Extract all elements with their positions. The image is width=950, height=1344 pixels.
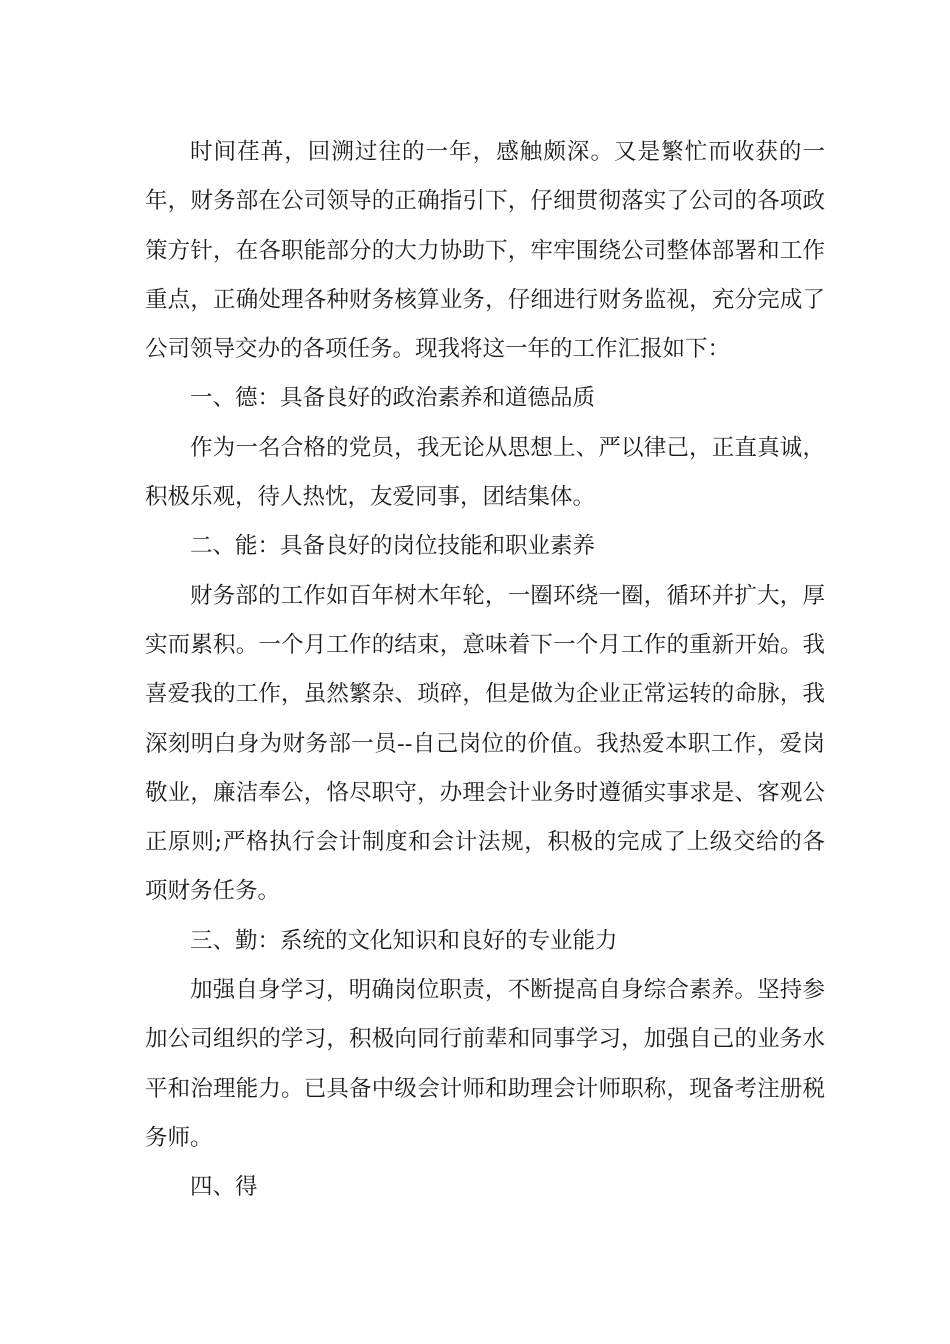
document-body (145, 128, 825, 1213)
neng-paragraph: 财务部的工作如百年树木年轮，一圈环绕一圈，循环并扩大，厚实而累积。一个月工作的结束，意味着下一个月工作的重新开始。我喜爱我的工作，虽然繁杂、琐碎，但是做为企业正常运转的命脉，我深刻明白身为财务部一员--自己岗位的价值。我热爱本职工作，爱岗敬业，廉洁奉公，恪尽职守，办理会计业务时遵循实事求是、客观公正原则;严格执行会计制度和会计法规，积极的完成了上级交给的各项财务任务。 (145, 582, 825, 905)
de-paragraph: 作为一名合格的党员，我无论从思想上、严以律己，正直真诚，积极乐观，待人热忱，友爱同事，团结集体。 (145, 434, 825, 511)
section-heading-de2: 四、得 (190, 1174, 258, 1201)
qin-paragraph: 加强自身学习，明确岗位职责，不断提高自身综合素养。坚持参加公司组织的学习，积极向同行前辈和同事学习，加强自己的业务水平和治理能力。已具备中级会计师和助理会计师职称，现备考注册税务师。 (145, 977, 825, 1151)
section-heading-de: 一、德：具备良好的政治素养和道德品质 (190, 385, 596, 412)
intro-paragraph: 时间荏苒，回溯过往的一年，感触颇深。又是繁忙而收获的一年，财务部在公司领导的正确指引下，仔细贯彻落实了公司的各项政策方针，在各职能部分的大力协助下，牢牢围绕公司整体部署和工作重点，正确处理各种财务核算业务，仔细进行财务监视，充分完成了公司领导交办的各项任务。现我将这一年的工作汇报如下： (145, 139, 825, 363)
section-heading-neng: 二、能：具备良好的岗位技能和职业素养 (190, 533, 596, 560)
section-heading-qin: 三、勤：系统的文化知识和良好的专业能力 (190, 927, 618, 954)
